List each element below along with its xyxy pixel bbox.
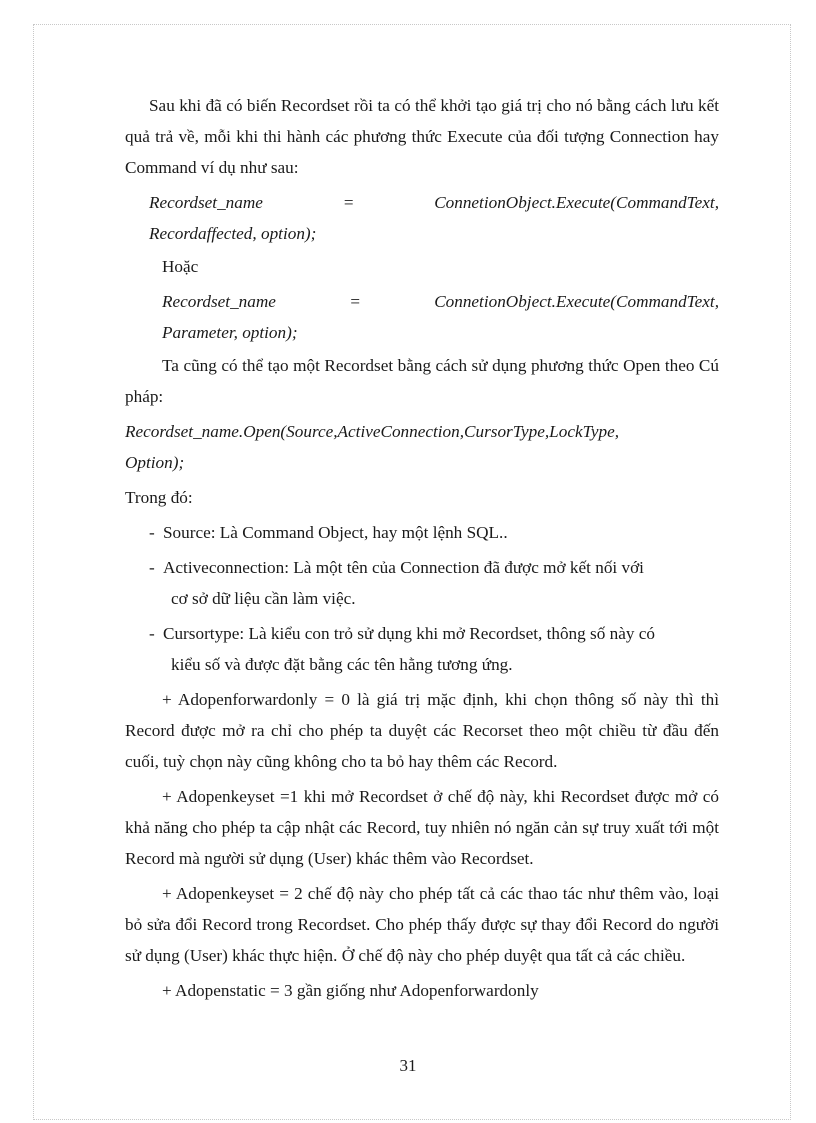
trong-do-heading: Trong đó: [125, 488, 193, 507]
code1-right: ConnetionObject.Execute(CommandText, [434, 193, 719, 212]
page-number: 31 [399, 1056, 417, 1075]
code2-eq: = [349, 292, 361, 311]
code2-line2: Parameter, option); [162, 323, 298, 342]
option-paragraph-keyset-1: + Adopenkeyset =1 khi mở Recordset ở chế độ này, khi Recordset được mở có khả năng cho phép ta cập nhật các Record, tuy nhiên nó ngăn cản sự truy xuất tới một Record mà người sử dụng (User) khác thêm vào Recordset. [125, 787, 719, 868]
bullet-item [149, 552, 719, 614]
bullet-continuation: kiểu số và được đặt bằng các tên hằng tương ứng. [171, 655, 513, 674]
code1-eq: = [342, 193, 355, 212]
code-example-2 [162, 286, 719, 348]
bullet-text: Source: Là Command Object, hay một lệnh SQL.. [163, 523, 508, 542]
open-intro-paragraph: Ta cũng có thể tạo một Recordset bằng cách sử dụng phương thức Open theo Cú pháp: [125, 356, 719, 406]
intro-paragraph: Sau khi đã có biến Recordset rồi ta có thể khởi tạo giá trị cho nó bằng cách lưu kết quả trả về, mỗi khi thi hành các phương thức Execute của đối tượng Connection hay Command ví dụ như sau: [125, 96, 719, 177]
bullet-text: Activeconnection: Là một tên của Connection đã được mở kết nối với [163, 558, 644, 577]
code1-left: Recordset_name [149, 193, 263, 212]
code3-line2: Option); [125, 453, 185, 472]
code3-line1: Recordset_name.Open(Source,ActiveConnection,CursorType,LockType, [125, 422, 620, 441]
bullet-item [149, 618, 719, 680]
bullet-text: Cursortype: Là kiểu con trỏ sử dụng khi mở Recordset, thông số này có [163, 624, 655, 643]
code1-line2: Recordaffected, option); [149, 224, 317, 243]
hoac-text: Hoặc [162, 257, 199, 276]
bullet-dash: - [149, 558, 155, 577]
document-body [125, 90, 719, 1010]
code2-right: ConnetionObject.Execute(CommandText, [434, 292, 719, 311]
code2-left: Recordset_name [162, 292, 276, 311]
bullet-item [149, 517, 719, 548]
option-paragraph-static: + Adopenstatic = 3 gần giống như Adopenforwardonly [162, 981, 539, 1000]
bullet-continuation: cơ sở dữ liệu cần làm việc. [171, 589, 356, 608]
code-example-3 [125, 416, 719, 478]
bullet-dash: - [149, 523, 155, 542]
code-example-1 [125, 187, 719, 249]
option-paragraph-forwardonly: + Adopenforwardonly = 0 là giá trị mặc định, khi chọn thông số này thì thì Record được mở ra chỉ cho phép ta duyệt các Recorset theo một chiều từ đầu đến cuối, tuỳ chọn này cũng không cho ta bỏ hay thêm các Record. [125, 690, 719, 771]
bullet-dash: - [149, 624, 155, 643]
option-paragraph-keyset-2: + Adopenkeyset = 2 chế độ này cho phép tất cả các thao tác như thêm vào, loại bỏ sửa đổi Record trong Recordset. Cho phép thấy được sự thay đổi Record do người sử dụng (User) khác thực hiện. Ở chế độ này cho phép duyệt qua tất cả các chiều. [125, 884, 719, 965]
